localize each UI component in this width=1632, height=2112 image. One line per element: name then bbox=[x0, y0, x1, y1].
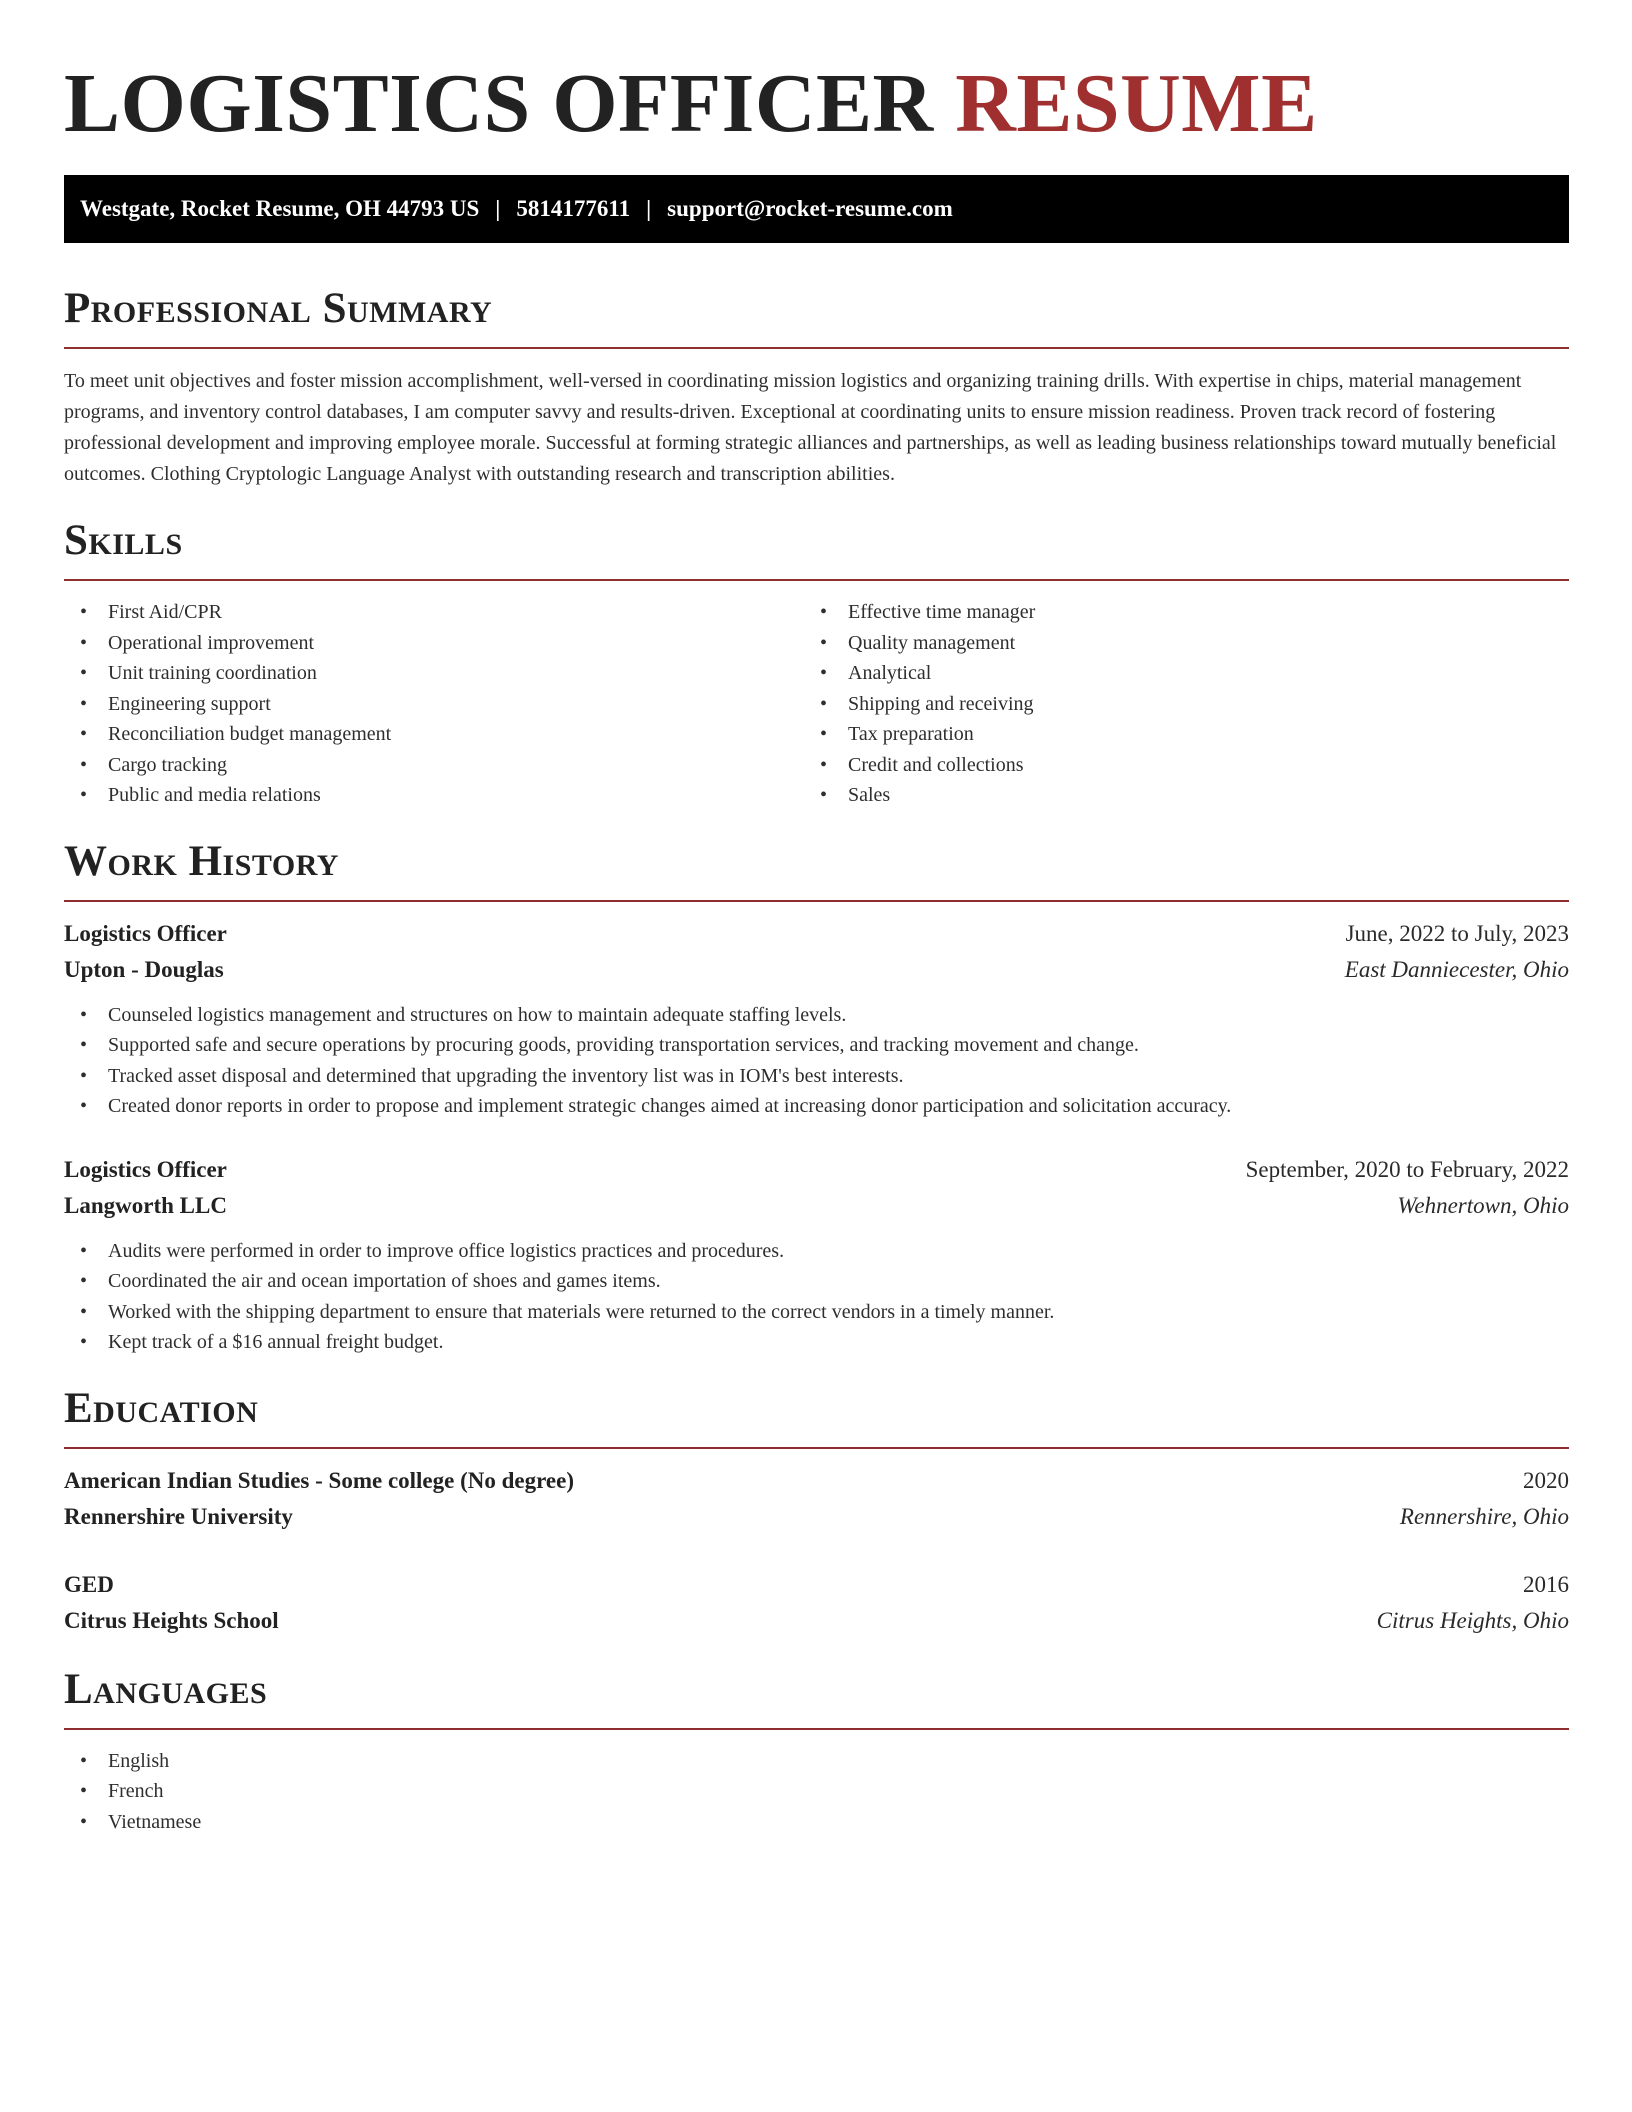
section-divider bbox=[64, 1447, 1569, 1449]
job-bullet: • Supported safe and secure operations by procuring goods, providing transportation services, and tracking movement and change. bbox=[64, 1030, 1569, 1061]
job-bullets bbox=[64, 1236, 1569, 1358]
language-item: • French bbox=[64, 1776, 1569, 1807]
job-entry bbox=[64, 1152, 1569, 1358]
job-bullets bbox=[64, 1000, 1569, 1122]
job-bullet: • Coordinated the air and ocean importation of shoes and games items. bbox=[64, 1266, 1569, 1297]
skill-item: • Reconciliation budget management bbox=[64, 719, 804, 750]
education-location: Citrus Heights, Ohio bbox=[1376, 1607, 1569, 1633]
title-accent: RESUME bbox=[955, 57, 1318, 150]
job-company: Upton - Douglas bbox=[64, 956, 224, 982]
languages-list bbox=[64, 1746, 1569, 1838]
languages-heading: Languages bbox=[64, 1665, 268, 1713]
education-year: 2020 bbox=[1523, 1467, 1569, 1493]
job-bullet: • Kept track of a $16 annual freight budget. bbox=[64, 1327, 1569, 1358]
title-main: LOGISTICS OFFICER bbox=[64, 57, 934, 150]
summary-heading: Professional Summary bbox=[64, 285, 493, 332]
education-location: Rennershire, Ohio bbox=[1399, 1503, 1569, 1529]
contact-address: Westgate, Rocket Resume, OH 44793 US bbox=[80, 196, 480, 221]
skills-grid bbox=[64, 597, 1569, 811]
education-year: 2016 bbox=[1523, 1571, 1569, 1597]
education-school: Citrus Heights School bbox=[64, 1607, 279, 1633]
job-title: Logistics Officer bbox=[64, 920, 227, 946]
contact-phone: 5814177611 bbox=[516, 196, 631, 221]
job-company: Langworth LLC bbox=[64, 1192, 227, 1218]
section-divider bbox=[64, 1728, 1569, 1730]
job-title: Logistics Officer bbox=[64, 1156, 227, 1182]
languages-section bbox=[64, 1665, 1569, 1838]
skill-item: • Cargo tracking bbox=[64, 750, 804, 781]
education-heading: Education bbox=[64, 1384, 259, 1432]
language-item: • Vietnamese bbox=[64, 1807, 1569, 1838]
skill-item: • Public and media relations bbox=[64, 780, 804, 811]
education-entry bbox=[64, 1463, 1569, 1535]
skills-list-left bbox=[64, 597, 804, 811]
skill-item: • First Aid/CPR bbox=[64, 597, 804, 628]
work-heading: Work History bbox=[64, 837, 339, 885]
skill-item: • Tax preparation bbox=[804, 719, 1544, 750]
contact-bar bbox=[64, 175, 1569, 243]
skills-section bbox=[64, 516, 1569, 811]
skill-item: • Sales bbox=[804, 780, 1544, 811]
job-bullet: • Created donor reports in order to propose and implement strategic changes aimed at increasing donor participation and solicitation accuracy. bbox=[64, 1091, 1569, 1122]
education-school: Rennershire University bbox=[64, 1503, 293, 1529]
job-bullet: • Tracked asset disposal and determined that upgrading the inventory list was in IOM's best interests. bbox=[64, 1061, 1569, 1092]
contact-separator: | bbox=[646, 196, 652, 221]
skills-list-right bbox=[804, 597, 1544, 811]
education-entry bbox=[64, 1567, 1569, 1639]
skill-item: • Credit and collections bbox=[804, 750, 1544, 781]
skill-item: • Effective time manager bbox=[804, 597, 1544, 628]
skill-item: • Analytical bbox=[804, 658, 1544, 689]
job-bullet: • Counseled logistics management and structures on how to maintain adequate staffing levels. bbox=[64, 1000, 1569, 1031]
summary-section bbox=[64, 284, 1569, 490]
job-location: Wehnertown, Ohio bbox=[1397, 1192, 1569, 1218]
section-divider bbox=[64, 579, 1569, 581]
language-item: • English bbox=[64, 1746, 1569, 1777]
job-bullet: • Worked with the shipping department to ensure that materials were returned to the correct vendors in a timely manner. bbox=[64, 1297, 1569, 1328]
skill-item: • Operational improvement bbox=[64, 628, 804, 659]
summary-text: To meet unit objectives and foster mission accomplishment, well-versed in coordinating mission logistics and organizing training drills. With expertise in chips, material management programs, and inventory control databases, I am computer savvy and results-driven. Exceptional at coordinating units to ensure mission readiness. Proven track record of fostering professional development and improving employee morale. Successful at forming strategic alliances and partnerships, as well as leading business relationships toward mutually beneficial outcomes. Clothing Cryptologic Language Analyst with outstanding research and transcription abilities. bbox=[64, 370, 1557, 485]
resume-page bbox=[64, 0, 1569, 1837]
job-dates: June, 2022 to July, 2023 bbox=[1345, 920, 1569, 946]
skill-item: • Unit training coordination bbox=[64, 658, 804, 689]
job-location: East Danniecester, Ohio bbox=[1344, 956, 1569, 982]
skill-item: • Engineering support bbox=[64, 689, 804, 720]
contact-email: support@rocket-resume.com bbox=[667, 196, 953, 221]
section-divider bbox=[64, 900, 1569, 902]
skill-item: • Quality management bbox=[804, 628, 1544, 659]
work-section bbox=[64, 837, 1569, 1358]
resume-title bbox=[64, 0, 1569, 150]
skills-heading: Skills bbox=[64, 517, 183, 564]
education-section bbox=[64, 1384, 1569, 1639]
job-bullet: • Audits were performed in order to improve office logistics practices and procedures. bbox=[64, 1236, 1569, 1267]
education-degree: American Indian Studies - Some college (No degree) bbox=[64, 1467, 574, 1493]
contact-separator: | bbox=[495, 196, 501, 221]
job-entry bbox=[64, 916, 1569, 1122]
job-dates: September, 2020 to February, 2022 bbox=[1245, 1156, 1569, 1182]
section-divider bbox=[64, 347, 1569, 349]
education-degree: GED bbox=[64, 1571, 114, 1597]
skill-item: • Shipping and receiving bbox=[804, 689, 1544, 720]
